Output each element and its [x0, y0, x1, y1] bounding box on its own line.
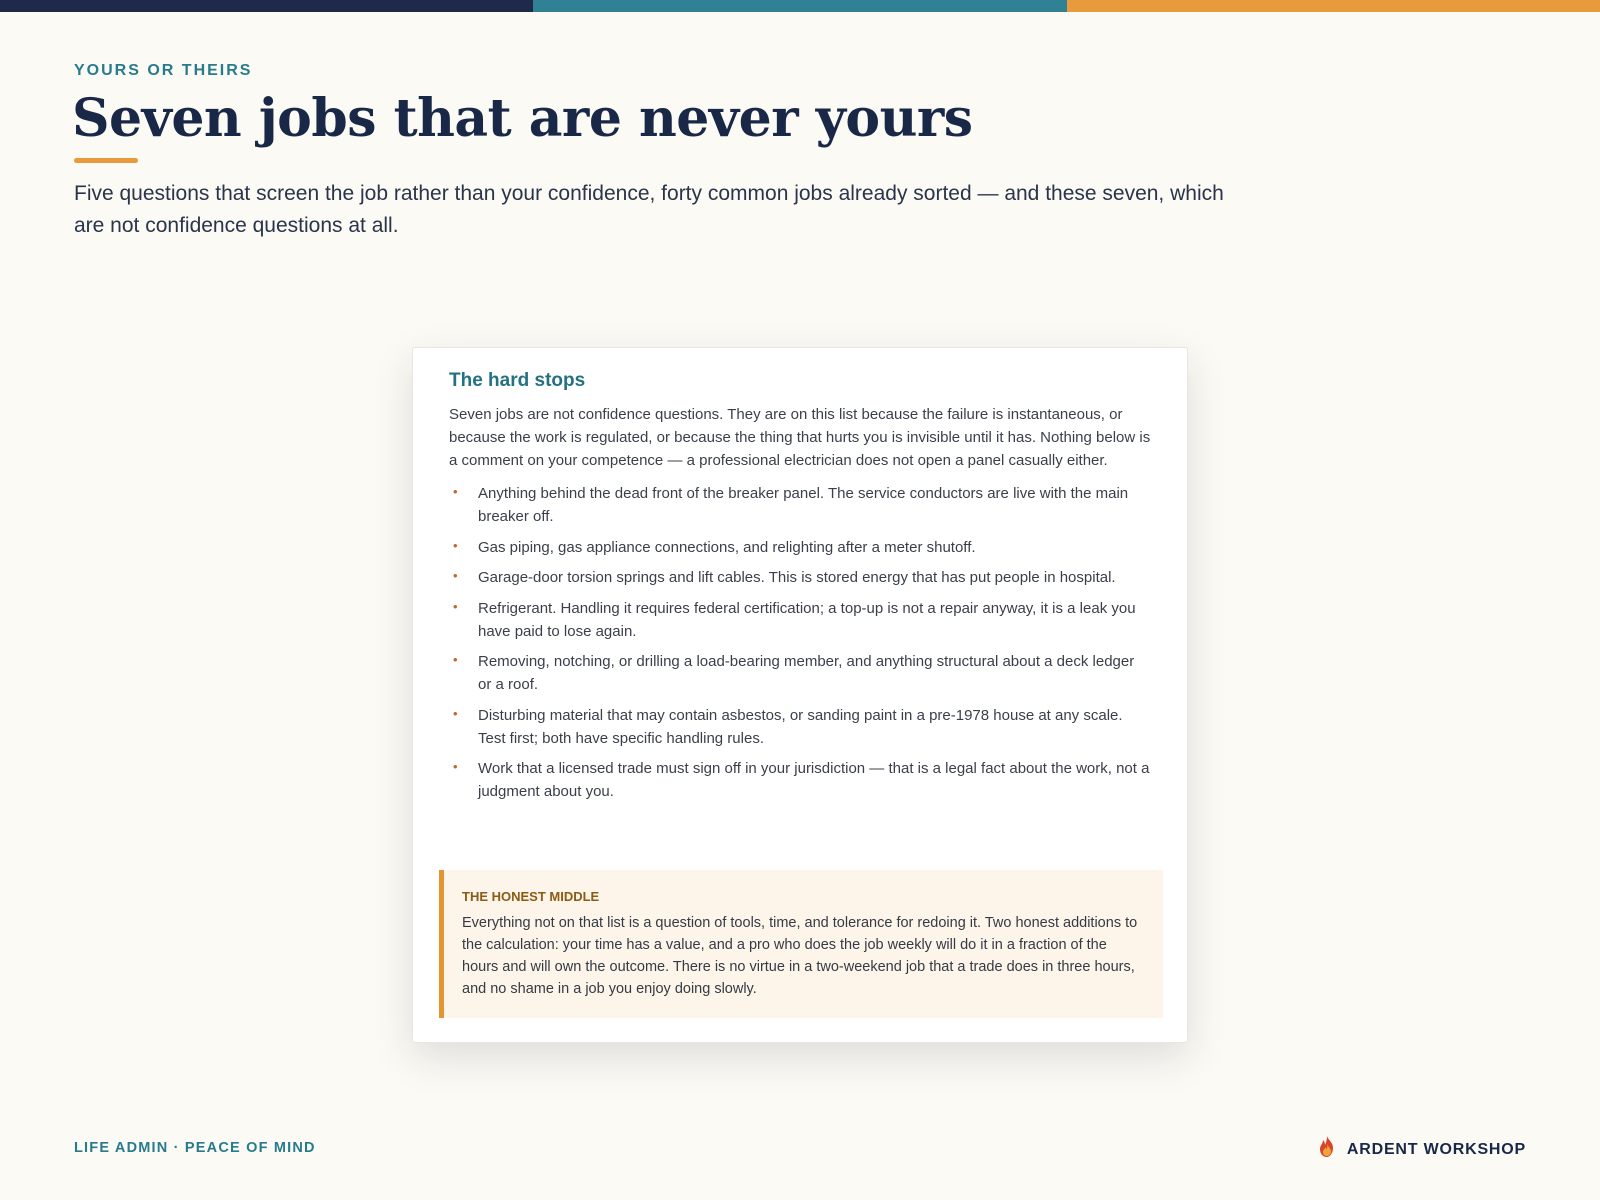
page-subtitle: Five questions that screen the job rather than your confidence, forty common jobs already sorted — and these seven, which are not confidence questions at all.	[74, 182, 1224, 237]
footer-section-label: LIFE ADMIN · PEACE OF MIND	[74, 1140, 316, 1156]
list-item-text: Removing, notching, or drilling a load-bearing member, and anything structural about a deck ledger or a roof.	[478, 653, 1135, 693]
bullet-icon: •	[453, 652, 458, 667]
list-item-text: Garage-door torsion springs and lift cables. This is stored energy that has put people in hospital.	[478, 569, 1116, 586]
list-item	[449, 704, 1151, 750]
brand-lockup	[1317, 1135, 1526, 1164]
bullet-icon: •	[453, 598, 458, 614]
bullet-icon: •	[453, 705, 458, 721]
bullet-icon: •	[453, 484, 458, 499]
list-item	[449, 757, 1151, 803]
page-title: Seven jobs that are never yours	[72, 88, 973, 149]
list-item-text: Refrigerant. Handling it requires federal certification; a top-up is not a repair anyway, it is a leak you have paid to lose again.	[478, 599, 1136, 640]
list-item	[449, 482, 1151, 528]
honest-middle-callout	[439, 870, 1163, 1018]
top-bar-teal	[533, 0, 1066, 12]
brand-name: ARDENT WORKSHOP	[1346, 1140, 1526, 1158]
list-item-text: Disturbing material that may contain asbestos, or sanding paint in a pre-1978 house at any scale. Test first; both have specific handling rules.	[478, 706, 1123, 747]
list-item-text: Gas piping, gas appliance connections, and relighting after a meter shutoff.	[478, 538, 976, 556]
list-item-text: Anything behind the dead front of the breaker panel. The service conductors are live with the main breaker off.	[478, 485, 1129, 525]
top-bar-navy	[0, 0, 533, 12]
top-bar-orange	[1067, 0, 1600, 12]
eyebrow-label: YOURS OR THEIRS	[74, 62, 253, 79]
callout-label: THE HONEST MIDDLE	[462, 889, 600, 904]
bullet-icon: •	[453, 759, 458, 774]
hard-stops-card	[412, 347, 1188, 1043]
top-color-bar	[0, 0, 1600, 12]
list-item	[449, 597, 1151, 643]
hard-stops-list	[449, 482, 1151, 803]
list-item	[449, 650, 1151, 696]
bullet-icon: •	[453, 537, 458, 553]
card-intro: Seven jobs are not confidence questions. They are on this list because the failure is instantaneous, or because the work is regulated, or because the thing that hurts you is invisible until it has. Nothing below is a comment on your competence — a professional electrician does not open a panel casually either.	[449, 406, 1151, 469]
callout-text: Everything not on that list is a question of tools, time, and tolerance for redoing it. Two honest additions to the calculation: your time has a value, and a pro who does the job weekly will do it in a fraction of the hours and will own the outcome. There is no virtue in a two-weekend job that a trade does in three hours, and no shame in a job you enjoy doing slowly.	[462, 915, 1138, 997]
card-title: The hard stops	[449, 370, 586, 391]
title-underline	[74, 158, 138, 163]
bullet-icon: •	[453, 568, 458, 583]
flame-icon	[1317, 1135, 1337, 1164]
list-item	[449, 566, 1151, 589]
list-item	[449, 536, 1151, 559]
list-item-text: Work that a licensed trade must sign off in your jurisdiction — that is a legal fact about the work, not a judgment about you.	[478, 760, 1150, 800]
